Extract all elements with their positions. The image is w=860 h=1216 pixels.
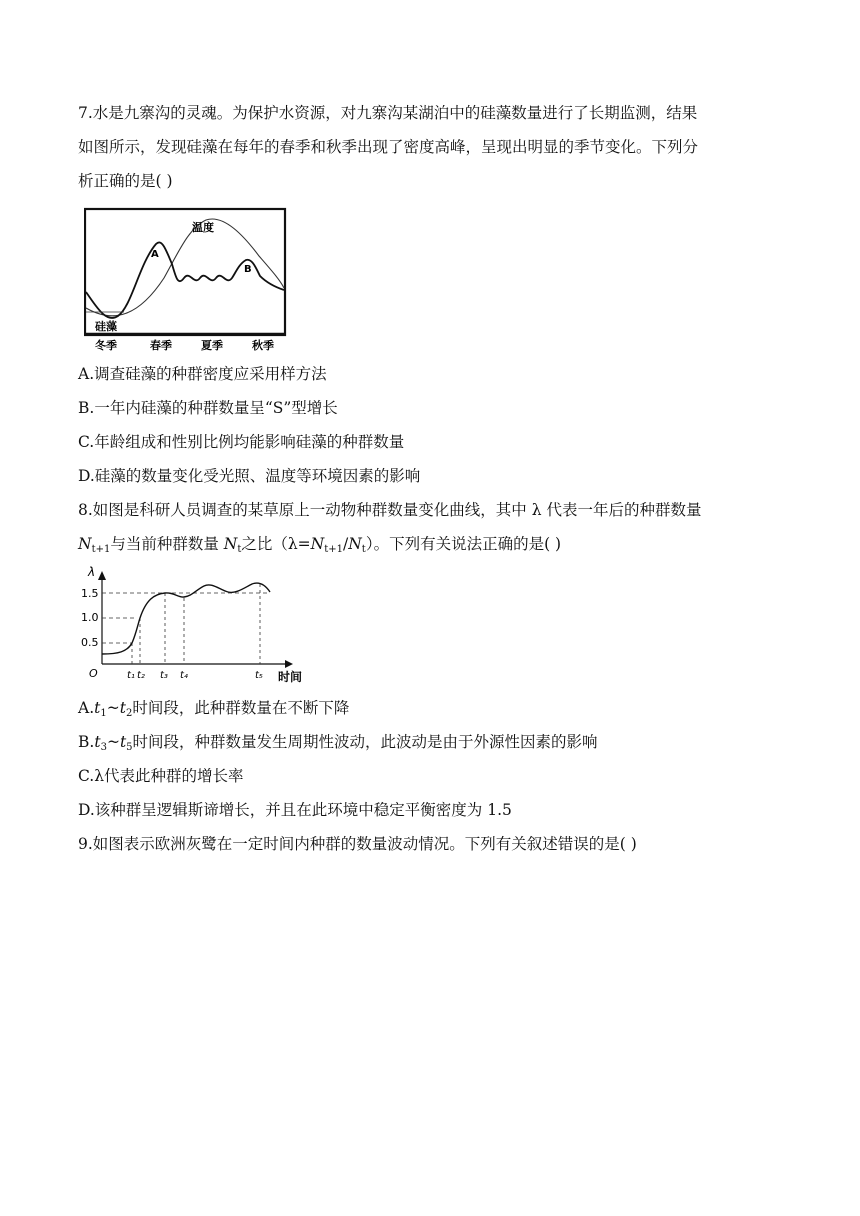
q8-y-tick-0-5: 0.5: [81, 636, 99, 649]
q8-y-axis-label: λ: [88, 565, 96, 579]
q7-season-winter: 冬季: [95, 339, 117, 352]
q7-diatom-season-figure: [84, 206, 288, 354]
q7-season-autumn: 秋季: [252, 339, 274, 352]
q8-origin-label: O: [89, 667, 98, 680]
q7-diatom-curve: [86, 242, 284, 318]
q8-lambda-time-figure: [80, 562, 310, 690]
q7-label-peak-a: A: [151, 249, 159, 260]
q8-stem-line-2: $N_{t+1}$与当前种群数量 $N_t$之比$(\lambda=N_{t+1}/N_t)$。下列有关说法正确的是( ): [78, 535, 562, 555]
q7-temperature-curve: [86, 219, 284, 316]
q7-stem-line-3: 析正确的是( ): [78, 172, 173, 190]
q7-stem-line-1: 7.水是九寨沟的灵魂。为保护水资源，对九寨沟某湖泊中的硅藻数量进行了长期监测，结果: [78, 104, 698, 122]
q7-option-b: B.一年内硅藻的种群数量呈“S”型增长: [78, 399, 338, 417]
q8-option-b: $B.t_3\sim t_5$时间段，种群数量发生周期性波动，此波动是由于外源性因素的影响: [78, 733, 598, 753]
q7-label-diatom: 硅藻: [95, 320, 117, 333]
q8-option-d: D.该种群呈逻辑斯谛增长，并且在此环境中稳定平衡密度为 1.5: [78, 801, 512, 819]
q8-x-tick-t2: t₂: [137, 670, 145, 681]
q9-stem-line-1: 9.如图表示欧洲灰鹭在一定时间内种群的数量波动情况。下列有关叙述错误的是( ): [78, 835, 637, 853]
q8-lambda-curve: [102, 583, 270, 654]
q8-x-axis-arrow: [285, 660, 293, 668]
q8-x-tick-t1: t₁: [127, 670, 135, 681]
q8-x-tick-t5: t₅: [255, 670, 263, 681]
q7-option-a: A.调查硅藻的种群密度应采用样方法: [78, 365, 327, 383]
q8-stem-line-1: 8.如图是科研人员调查的某草原上一动物种群数量变化曲线，其中 λ 代表一年后的种群数量: [78, 501, 702, 519]
q8-y-axis-arrow: [98, 571, 106, 580]
q8-x-axis-label: 时间: [278, 670, 303, 684]
q7-option-c: C.年龄组成和性别比例均能影响硅藻的种群数量: [78, 433, 405, 451]
q7-season-spring: 春季: [150, 339, 172, 352]
q8-option-c: C.λ代表此种群的增长率: [78, 767, 244, 785]
q7-label-peak-b: B: [244, 264, 252, 275]
q7-season-summer: 夏季: [201, 339, 223, 352]
q7-label-temperature: 温度: [192, 221, 214, 234]
q7-option-d: D.硅藻的数量变化受光照、温度等环境因素的影响: [78, 467, 421, 485]
q8-x-tick-t3: t₃: [160, 670, 168, 681]
q8-y-tick-1-5: 1.5: [81, 587, 99, 600]
q7-stem-line-2: 如图所示，发现硅藻在每年的春季和秋季出现了密度高峰，呈现出明显的季节变化。下列分: [78, 138, 699, 156]
q8-y-tick-1-0: 1.0: [81, 611, 99, 624]
q8-option-a: $A.t_1\sim t_2$时间段，此种群数量在不断下降: [78, 699, 350, 719]
q8-x-tick-t4: t₄: [180, 670, 188, 681]
